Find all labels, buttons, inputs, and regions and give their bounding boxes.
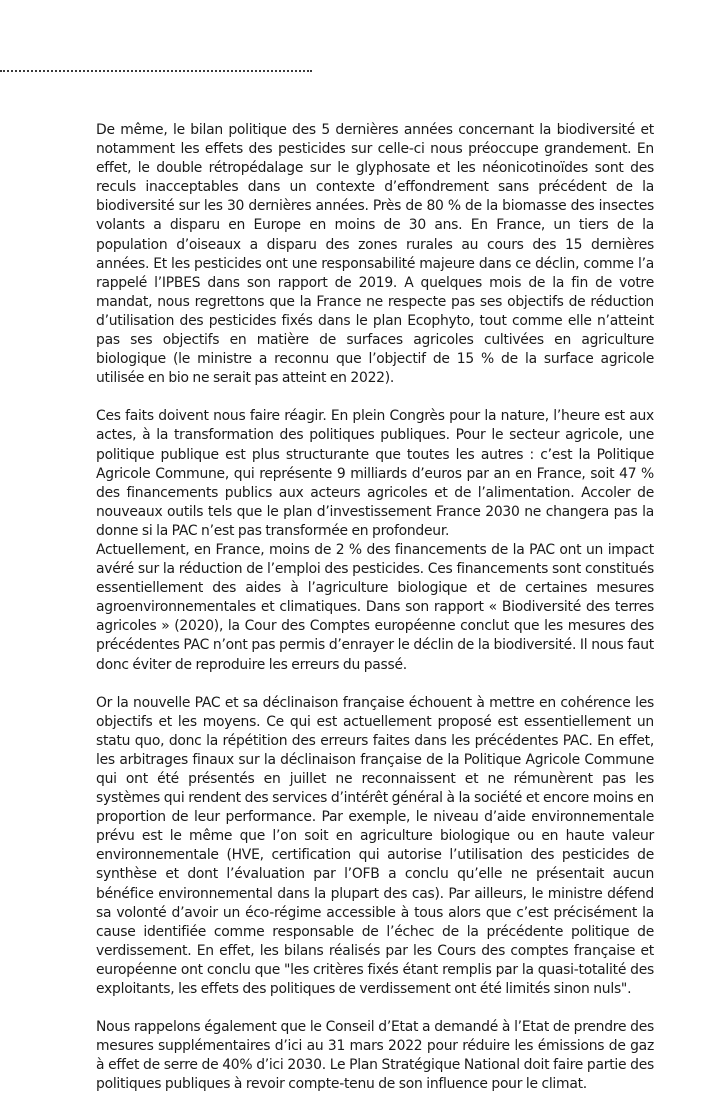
paragraph-pac-funding: Actuellement, en France, moins de 2 % des financements de la PAC ont un impact avéré sur la réduction de l’emploi des pesticides. Ces financements sont constitués essentiellement des aides à l’agriculture biologique et de certaines mesures agroenvironnementales et climatiques. Dans son rapport « Biodiversité des terres agricoles » (2020), la Cour des Comptes européenne conclut que les mesures des précédentes PAC n’ont pas permis d’enrayer le déclin de la biodiversité. Il nous faut donc éviter de reproduire les erreurs du passé. xyxy=(96,541,654,673)
paragraph-call-to-action: Ces faits doivent nous faire réagir. En plein Congrès pour la nature, l’heure est aux actes, à la transformation des politiques publiques. Pour le secteur agricole, une politique publique est plus structurante que toutes les autres : c’est la Politique Agricole Commune, qui représente 9 milliards d’euros par an en France, soit 47 % des financements publics aux acteurs agricoles et de l’alimentation. Accoler de nouveaux outils tels que le plan d’investissement France 2030 ne changera pas la donne si la PAC n’est pas transformée en profondeur. xyxy=(96,408,654,539)
dotted-separator xyxy=(0,70,312,72)
paragraph-biodiversity-record: De même, le bilan politique des 5 dernières années concernant la biodiversité et notamment les effets des pesticides sur celle-ci nous préoccupe grandement. En effet, le double rétropédalage sur le glyphosate et les néonicotinoïdes sont des reculs inacceptables dans un contexte d’effondrement sans précédent de la biodiversité sur les 30 dernières années. Près de 80 % de la biomasse des insectes volants a disparu en Europe en moins de 30 ans. En France, un tiers de la population d’oiseaux a disparu des zones rurales au cours des 15 dernières années. Et les pesticides ont une responsabilité majeure dans ce déclin, comme l’a rappelé l’IPBES dans son rapport de 2019. A quelques mois de la fin de votre mandat, nous regrettons que la France ne respecte pas ses objectifs de réduction d’utilisation des pesticides fixés dans le plan Ecophyto, tout comme elle n’atteint pas ses objectifs en matière de surfaces agricoles cultivées en agriculture biologique (le ministre a reconnu que l’objectif de 15 % de la surface agricole utilisée en bio ne serait pas atteint en 2022). xyxy=(96,122,654,387)
paragraph-new-pac-critique: Or la nouvelle PAC et sa déclinaison française échouent à mettre en cohérence les objectifs et les moyens. Ce qui est actuellement proposé est essentiellement un statu quo, donc la répétition des erreurs faites dans les précédentes PAC. En effet, les arbitrages finaux sur la déclinaison française de la Politique Agricole Commune qui ont été présentés en juillet ne reconnaissent et ne rémunèrent pas les systèmes qui rendent des services d’intérêt général à la société et encore moins en proportion de leur performance. Par exemple, le niveau d’aide environnementale prévu est le même que l’on soit en agriculture biologique ou en haute valeur environnementale (HVE, certification qui autorise l’utilisation des pesticides de synthèse et dont l’évaluation par l’OFB a conclu qu’elle ne présentait aucun bénéfice environnemental dans la plupart des cas). Par ailleurs, le ministre défend sa volonté d’avoir un éco-régime accessible à tous alors que c’est précisément la cause identifiée comme responsable de l’échec de la précédente politique de verdissement. En effet, les bilans réalisés par les Cours des comptes française et européenne ont conclu que "les critères fixés étant remplis par la quasi-totalité des exploitants, les effets des politiques de verdissement ont été limités sinon nuls". xyxy=(96,694,654,998)
letter-body xyxy=(96,121,654,1095)
paragraph-conseil-etat: Nous rappelons également que le Conseil d’Etat a demandé à l’Etat de prendre des mesures supplémentaires d’ici au 31 mars 2022 pour réduire les émissions de gaz à effet de serre de 40% d’ici 2030. Le Plan Stratégique National doit faire partie des politiques publiques à revoir compte-tenu de son influence pour le climat. xyxy=(96,1019,654,1093)
